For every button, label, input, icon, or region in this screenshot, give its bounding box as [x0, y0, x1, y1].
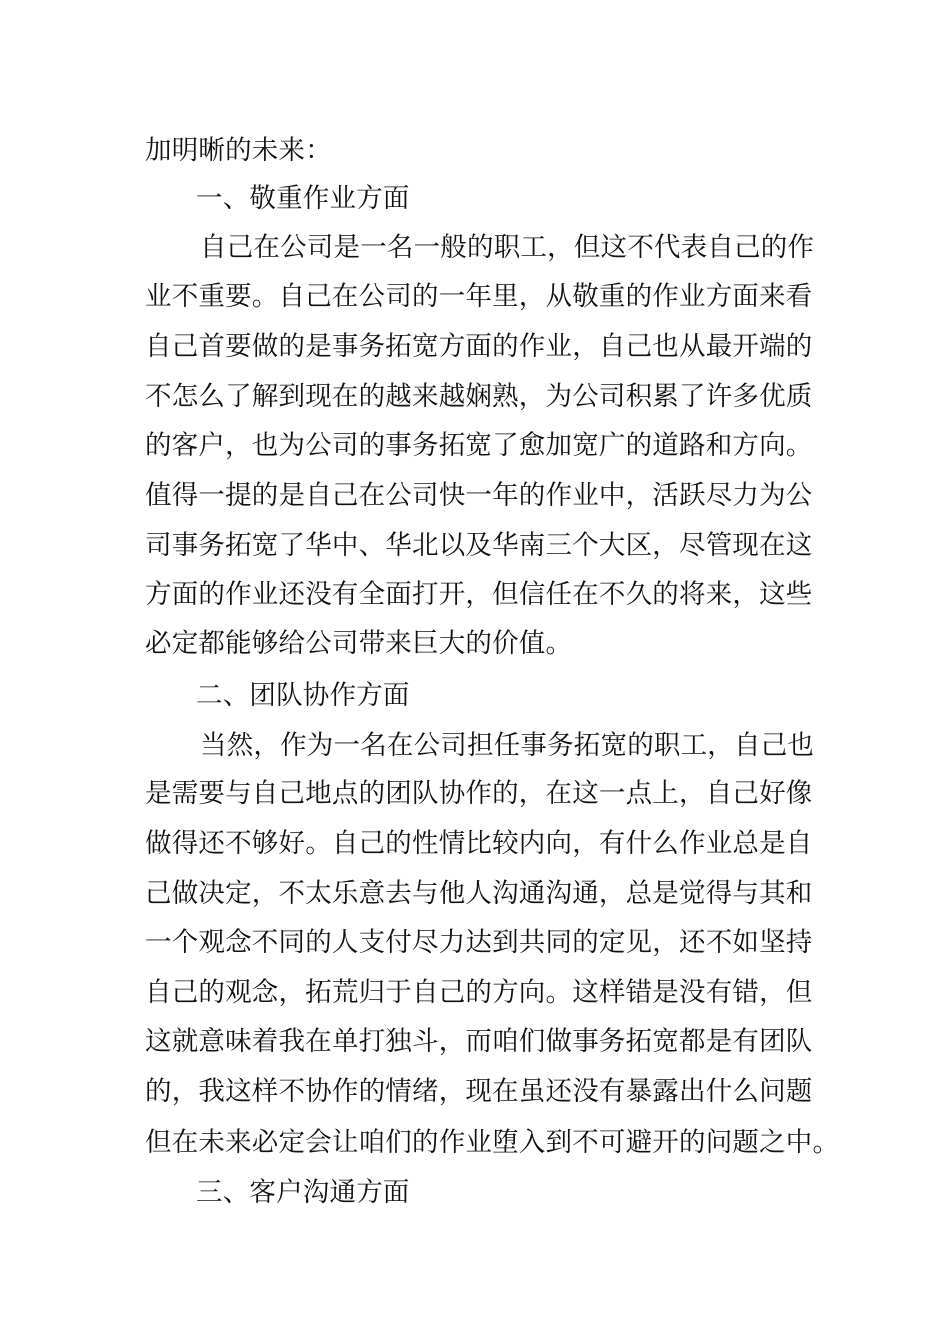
section-heading: 三、客户沟通方面 [196, 1177, 410, 1208]
section-heading: 一、敬重作业方面 [196, 183, 410, 214]
text-line: 自己在公司是一名一般的职工，但这不代表自己的作 [200, 232, 815, 263]
text-line: 加明晰的未来： [145, 135, 332, 166]
text-line: 这就意味着我在单打独斗，而咱们做事务拓宽都是有团队 [145, 1026, 813, 1057]
text-line: 司事务拓宽了华中、华北以及华南三个大区，尽管现在这 [145, 530, 813, 561]
text-line: 必定都能够给公司带来巨大的价值。 [145, 628, 573, 659]
text-line: 但在未来必定会让咱们的作业堕入到不可避开的问题之中。 [145, 1127, 840, 1158]
section-heading: 二、团队协作方面 [196, 680, 410, 711]
text-line: 当然，作为一名在公司担任事务拓宽的职工，自己也 [200, 730, 815, 761]
text-line: 自己的观念，拓荒归于自己的方向。这样错是没有错，但 [145, 977, 813, 1008]
text-line: 一个观念不同的人支付尽力达到共同的定见，还不如坚持 [145, 927, 813, 958]
text-line: 值得一提的是自己在公司快一年的作业中，活跃尽力为公 [145, 480, 813, 511]
text-line: 业不重要。自己在公司的一年里，从敬重的作业方面来看 [145, 281, 813, 312]
text-line: 做得还不够好。自己的性情比较内向，有什么作业总是自 [145, 828, 813, 859]
text-line: 的客户，也为公司的事务拓宽了愈加宽广的道路和方向。 [145, 430, 813, 461]
text-line: 不怎么了解到现在的越来越娴熟，为公司积累了许多优质 [145, 381, 813, 412]
text-line: 是需要与自己地点的团队协作的，在这一点上，自己好像 [145, 778, 813, 809]
text-line: 方面的作业还没有全面打开，但信任在不久的将来，这些 [145, 579, 813, 610]
text-line: 己做决定，不太乐意去与他人沟通沟通，总是觉得与其和 [145, 878, 813, 909]
text-line: 的，我这样不协作的情绪，现在虽还没有暴露出什么问题 [145, 1076, 813, 1107]
text-line: 自己首要做的是事务拓宽方面的作业，自己也从最开端的 [145, 331, 813, 362]
